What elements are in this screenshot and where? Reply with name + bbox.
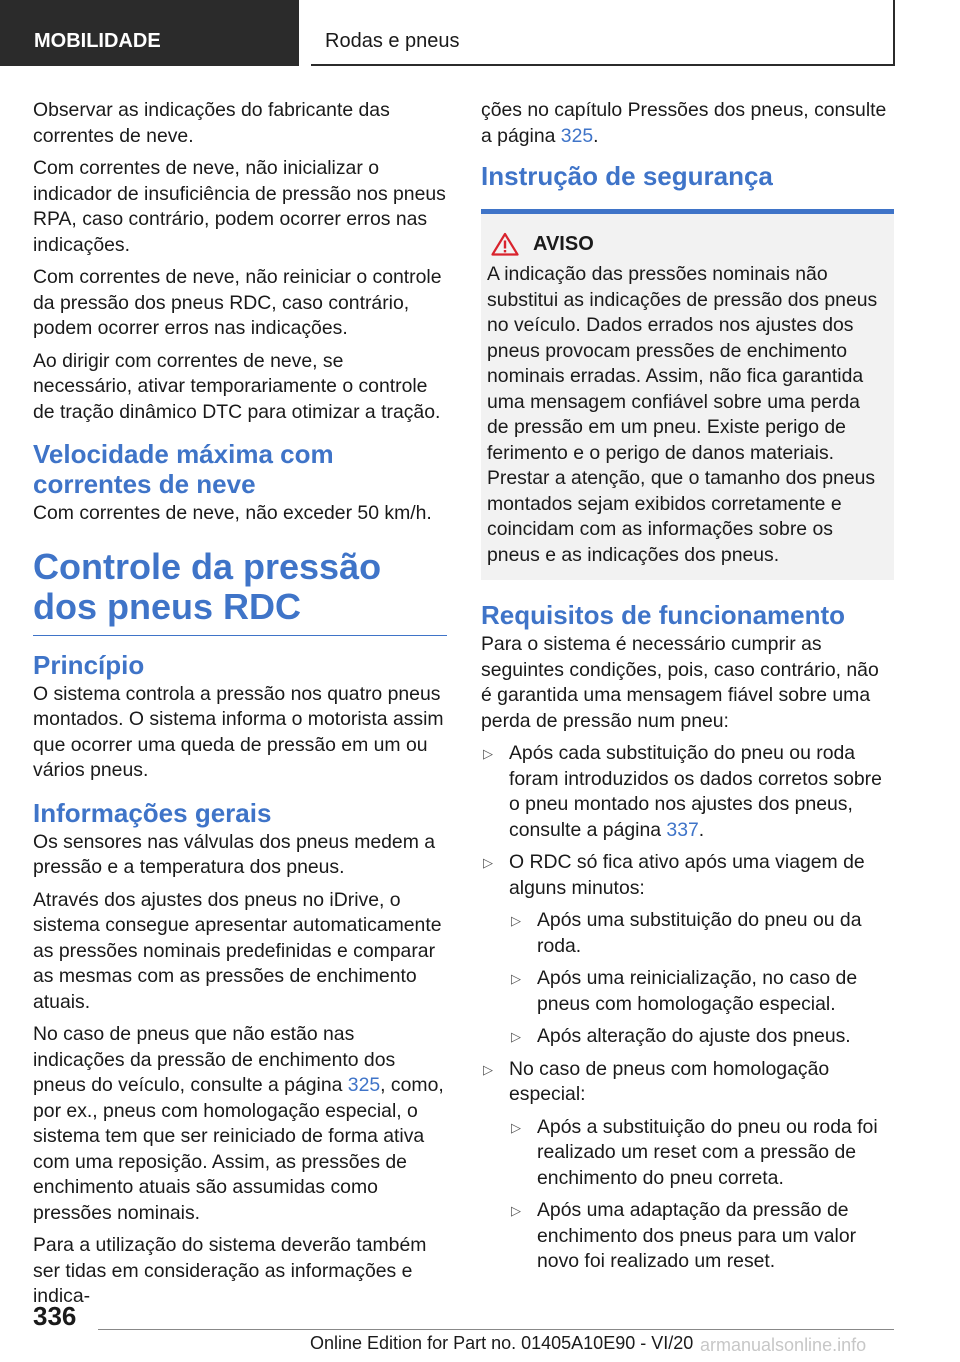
heading-requirements: Requisitos de funcionamento bbox=[481, 600, 846, 630]
paragraph-rdc-warning: Com correntes de neve, não reiniciar o controle da pressão dos pneus RDC, caso contrário, podem ocorrer erros nas indicações. bbox=[33, 266, 442, 339]
paragraph-snow-chains-manufacturer: Observar as indicações do fabricante das correntes de neve. bbox=[33, 99, 390, 147]
requirements-list bbox=[481, 741, 894, 1275]
list-item bbox=[509, 908, 894, 959]
paragraph-requirements: Para o sistema é necessário cumprir as seguintes condições, pois, caso contrário, não é garantida uma mensagem fiável sobre uma perda de pressão num pneu: bbox=[481, 633, 879, 732]
triangle-right-icon: ▷ bbox=[483, 1061, 493, 1077]
chapter-label: Rodas e pneus bbox=[311, 0, 895, 66]
page-link-325[interactable]: 325 bbox=[347, 1074, 381, 1096]
heading-general-info: Informações gerais bbox=[33, 797, 272, 828]
text: ções no capítulo Pressões dos pneus, consulte a página bbox=[481, 99, 887, 147]
list-item bbox=[481, 1057, 894, 1275]
warning-text: A indicação das pressões nominais não substitui as indicações de pressão dos pneus no veículo. Dados errados nos ajustes dos pneus provocam pressões de enchimento nominais erradas. Assim, não fica garantida uma mensagem confiável sobre uma perda de pressão em um pneu. Existe perigo de ferimento e o perigo de danos materiais. Prestar a atenção, que o tamanho dos pneus montados sejam exibidos corretamente e coincidam com as informações sobre os pneus e as indicações dos pneus. bbox=[487, 263, 878, 566]
footer-divider bbox=[98, 1329, 894, 1330]
paragraph-idrive: Através dos ajustes dos pneus no iDrive, o sistema consegue apresentar automaticamente as pressões nominais predefinidas e comparar as mesmas com as pressões de enchimento atuais. bbox=[33, 888, 442, 1013]
text: No caso de pneus que não estão nas indicações da pressão de enchimento dos pneus do veículo, consulte a página bbox=[33, 1023, 396, 1096]
page-number: 336 bbox=[33, 1301, 77, 1331]
text: Após cada substituição do pneu ou roda foram introduzidos os dados corretos sobre o pneu montado nos ajustes dos pneus, consulte a página bbox=[509, 742, 882, 841]
heading-safety: Instrução de segurança bbox=[481, 161, 894, 214]
chapter-title: Controle da pressão dos pneus RDC bbox=[33, 547, 447, 636]
text: Após uma adaptação da pressão de enchimento dos pneus para um valor novo foi realizado um reset. bbox=[537, 1199, 857, 1272]
text: Após uma substituição do pneu ou da roda. bbox=[537, 909, 862, 957]
paragraph-usage: Para a utilização do sistema deverão também ser tidas em consideração as informações e indica- bbox=[33, 1234, 427, 1307]
paragraph-special-tyres bbox=[33, 1022, 447, 1226]
page-link-337[interactable]: 337 bbox=[666, 818, 699, 841]
triangle-right-icon: ▷ bbox=[511, 1029, 521, 1044]
triangle-right-icon: ▷ bbox=[511, 1119, 521, 1135]
heading-max-speed: Velocidade máxima com correntes de neve bbox=[33, 439, 334, 499]
paragraph-max-speed: Com correntes de neve, não exceder 50 km/h. bbox=[33, 502, 432, 524]
warning-label: AVISO bbox=[533, 233, 594, 255]
text: . bbox=[698, 818, 705, 841]
paragraph-continuation bbox=[481, 98, 894, 149]
warning-header bbox=[487, 232, 886, 256]
text: O RDC só fica ativo após uma viagem de alguns minutos: bbox=[509, 851, 865, 899]
warning-box bbox=[481, 214, 894, 580]
triangle-right-icon: ▷ bbox=[511, 971, 521, 986]
list-item bbox=[509, 1198, 894, 1275]
watermark: armanualsonline.info bbox=[700, 1335, 867, 1355]
paragraph-principle: O sistema controla a pressão nos quatro pneus montados. O sistema informa o motorista assim que ocorrer uma queda de pressão em um ou vários pneus. bbox=[33, 682, 444, 781]
triangle-right-icon: ▷ bbox=[483, 746, 493, 761]
text: . bbox=[593, 124, 599, 147]
text: Após a substituição do pneu ou roda foi realizado um reset com a pressão de enchimento do pneu correta. bbox=[537, 1115, 878, 1189]
list-item bbox=[509, 1115, 894, 1192]
sub-list bbox=[509, 908, 894, 1050]
triangle-right-icon: ▷ bbox=[511, 1203, 521, 1218]
list-item bbox=[509, 1024, 894, 1050]
paragraph-sensors: Os sensores nas válvulas dos pneus medem a pressão e a temperatura dos pneus. bbox=[33, 830, 436, 878]
right-column bbox=[481, 98, 894, 1282]
edition-text: Online Edition for Part no. 01405A10E90 - VI/20 bbox=[310, 1333, 694, 1353]
list-item bbox=[481, 850, 894, 1050]
section-label: MOBILIDADE bbox=[0, 0, 299, 66]
left-column bbox=[33, 98, 447, 1317]
text: , como, por ex., pneus com homologação especial, o sistema tem que ser reiniciado de forma ativa com uma reposição. Assim, as pressões de enchimento atuais são assumidas como pressões nominais. bbox=[33, 1074, 444, 1224]
triangle-right-icon: ▷ bbox=[511, 913, 521, 928]
sub-list bbox=[509, 1115, 894, 1275]
page-header bbox=[0, 0, 960, 66]
list-item bbox=[509, 966, 894, 1017]
triangle-right-icon: ▷ bbox=[483, 855, 493, 870]
text: No caso de pneus com homologação especial: bbox=[509, 1057, 830, 1105]
page-link-325[interactable]: 325 bbox=[560, 124, 594, 147]
list-item bbox=[481, 741, 894, 843]
text: Após uma reinicialização, no caso de pneus com homologação especial. bbox=[537, 967, 858, 1015]
heading-principle: Princípio bbox=[33, 649, 145, 680]
warning-triangle-icon bbox=[491, 232, 519, 256]
text: Após alteração do ajuste dos pneus. bbox=[537, 1025, 851, 1047]
paragraph-dtc: Ao dirigir com correntes de neve, se necessário, ativar temporariamente o controle de tração dinâmico DTC para otimizar a tração. bbox=[33, 349, 441, 423]
paragraph-rpa-warning: Com correntes de neve, não inicializar o indicador de insuficiência de pressão nos pneus RPA, caso contrário, podem ocorrer erros nas indicações. bbox=[33, 157, 446, 256]
